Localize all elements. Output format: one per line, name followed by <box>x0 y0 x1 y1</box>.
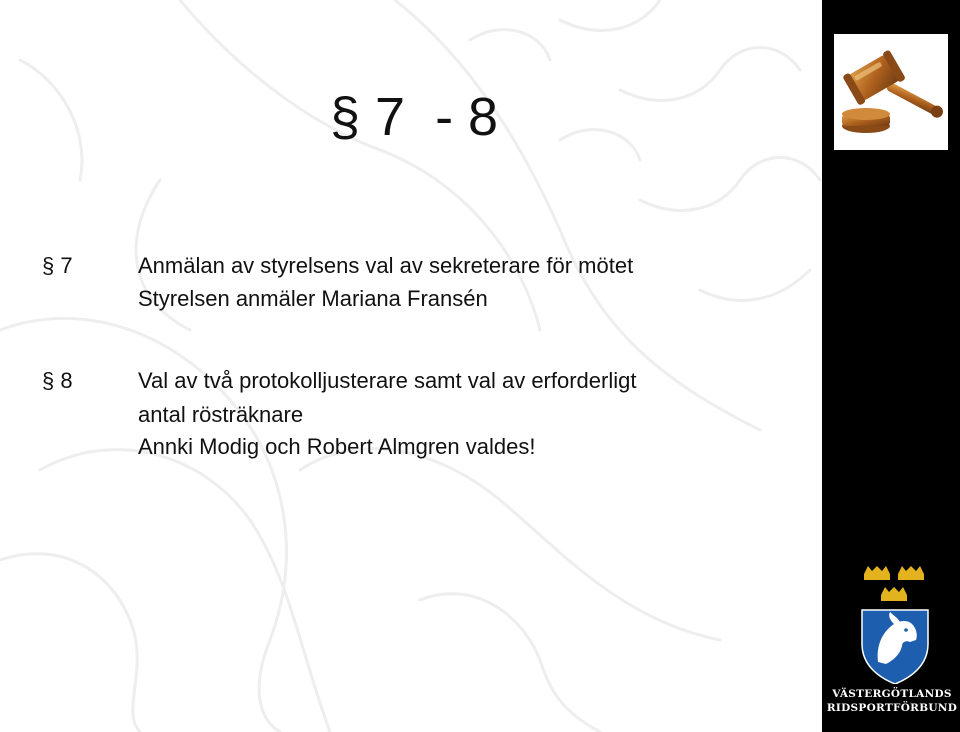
item-8-heading: Val av två protokolljusterare samt val av erforderligt <box>138 368 637 393</box>
item-8-heading-cont: antal rösträknare <box>138 402 304 427</box>
slide-title: § 7 - 8 <box>330 87 499 147</box>
org-name-line1: VÄSTERGÖTLANDS <box>832 688 952 700</box>
item-7-detail: Styrelsen anmäler Mariana Fransén <box>138 286 488 311</box>
gavel-icon <box>834 34 948 150</box>
item-8-detail: Annki Modig och Robert Almgren valdes! <box>138 434 536 459</box>
federation-shield-logo <box>860 566 930 684</box>
item-7-heading: Anmälan av styrelsens val av sekreterare för mötet <box>138 253 634 278</box>
gavel-image-frame <box>834 34 948 150</box>
item-number-8: § 8 <box>42 368 73 393</box>
item-number-7: § 7 <box>42 253 73 278</box>
crown-icon <box>864 566 924 601</box>
org-name-line2: RIDSPORTFÖRBUND <box>826 702 958 714</box>
